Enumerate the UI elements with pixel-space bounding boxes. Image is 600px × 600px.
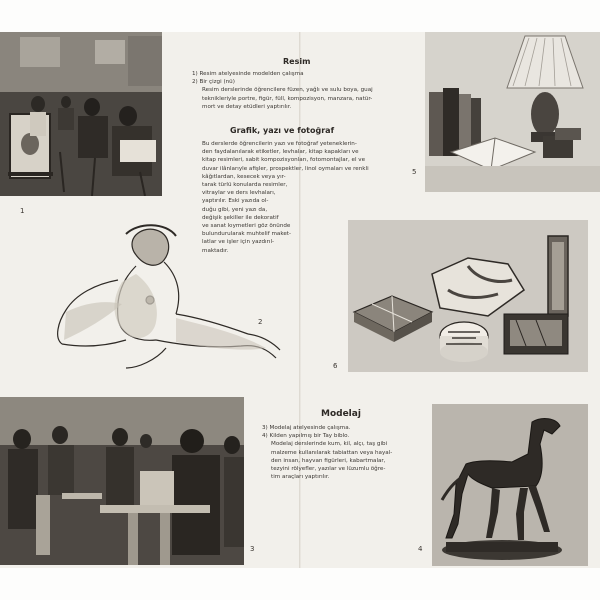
grafik-line: ve sanat kıymetleri göz önünde	[202, 223, 291, 230]
modelaj-line: den insan, hayvan figürleri, kabartmalar,	[271, 457, 386, 464]
grafik-line: vitraylar ve ders levhaları,	[202, 190, 276, 197]
modelaj-heading: Modelaj	[321, 409, 361, 419]
resim-line: Resim derslerinde öğrencilere füzen, yağlı ve sulu boya, guaj	[202, 87, 373, 94]
modelaj-line: malzeme kullanılarak tabiattan veya hayal-	[271, 449, 393, 456]
horse-figurine-photo	[432, 404, 588, 566]
resim-line: teknikleriyle portre, figür, füll, kompozisyon, manzara, natür-	[202, 95, 373, 102]
modelaj-line: tezyini rölyefler, yazılar ve lüzumlu öğre-	[271, 466, 386, 473]
grafik-line: tarak türlü konularda resimler,	[202, 182, 288, 189]
grafik-line: değişik şekiller ile dekoratif	[202, 214, 279, 221]
resim-line: 1) Resim atelyesinde modelden çalışma	[192, 71, 304, 77]
modelaj-line: 3) Modelaj atelyesinde çalışma.	[262, 425, 351, 431]
figure-number-3: 3	[250, 545, 255, 553]
grafik-line: duvar ilânlarıyle afişler, prospektler, linol oymaları ve renkli	[202, 165, 369, 172]
art-class-photo	[0, 32, 162, 196]
lamp-books-photo	[425, 32, 600, 192]
resim-line: 2) Bir çizgi (nü)	[192, 79, 235, 86]
grafik-line: den faydalanılarak etiketler, levhalar, kitap kapakları ve	[202, 149, 359, 156]
modelling-class-photo	[0, 397, 244, 565]
grafik-line: Bu derslerde öğrencilerin yazı ve fotoğraf yeteneklerin-	[202, 141, 357, 147]
grafik-line: bulundurularak muhtelif maket-	[202, 231, 292, 238]
grafik-line: latlar ve işler için yazdırıl-	[202, 239, 275, 246]
figure-number-2: 2	[258, 318, 263, 326]
grafik-line: kitap resimleri, sabit kompozisyonları, fotomontajlar, el ve	[202, 157, 366, 164]
figure-number-5: 5	[412, 168, 417, 176]
modelaj-line: Modelaj derslerinde kum, kil, alçı, taş gibi	[271, 441, 388, 448]
resim-text	[192, 70, 400, 111]
grafik-text	[202, 140, 398, 255]
figure-number-4: 4	[418, 545, 423, 553]
modelaj-line: 4) Kilden yapılmış bir Tay biblo.	[262, 433, 350, 440]
modelaj-text	[262, 424, 420, 481]
center-fold	[299, 32, 301, 568]
grafik-line: duğu gibi, yeni yazı da,	[202, 206, 268, 213]
grafik-line: maktadır.	[202, 247, 229, 254]
resim-heading: Resim	[283, 57, 311, 66]
modelaj-line: tim araçları yaptırılır.	[271, 474, 330, 481]
figure-number-1: 1	[20, 207, 25, 215]
figure-number-6: 6	[333, 362, 338, 370]
grafik-heading: Grafik, yazı ve fotoğraf	[230, 126, 335, 135]
grafik-line: yaptırılır. Eski yazıda ol-	[202, 198, 269, 205]
grafik-line: kâğıtlardan, kesecek veya yır-	[202, 173, 286, 180]
resim-line: mort ve detay etüdleri yaptırılır.	[202, 103, 292, 110]
